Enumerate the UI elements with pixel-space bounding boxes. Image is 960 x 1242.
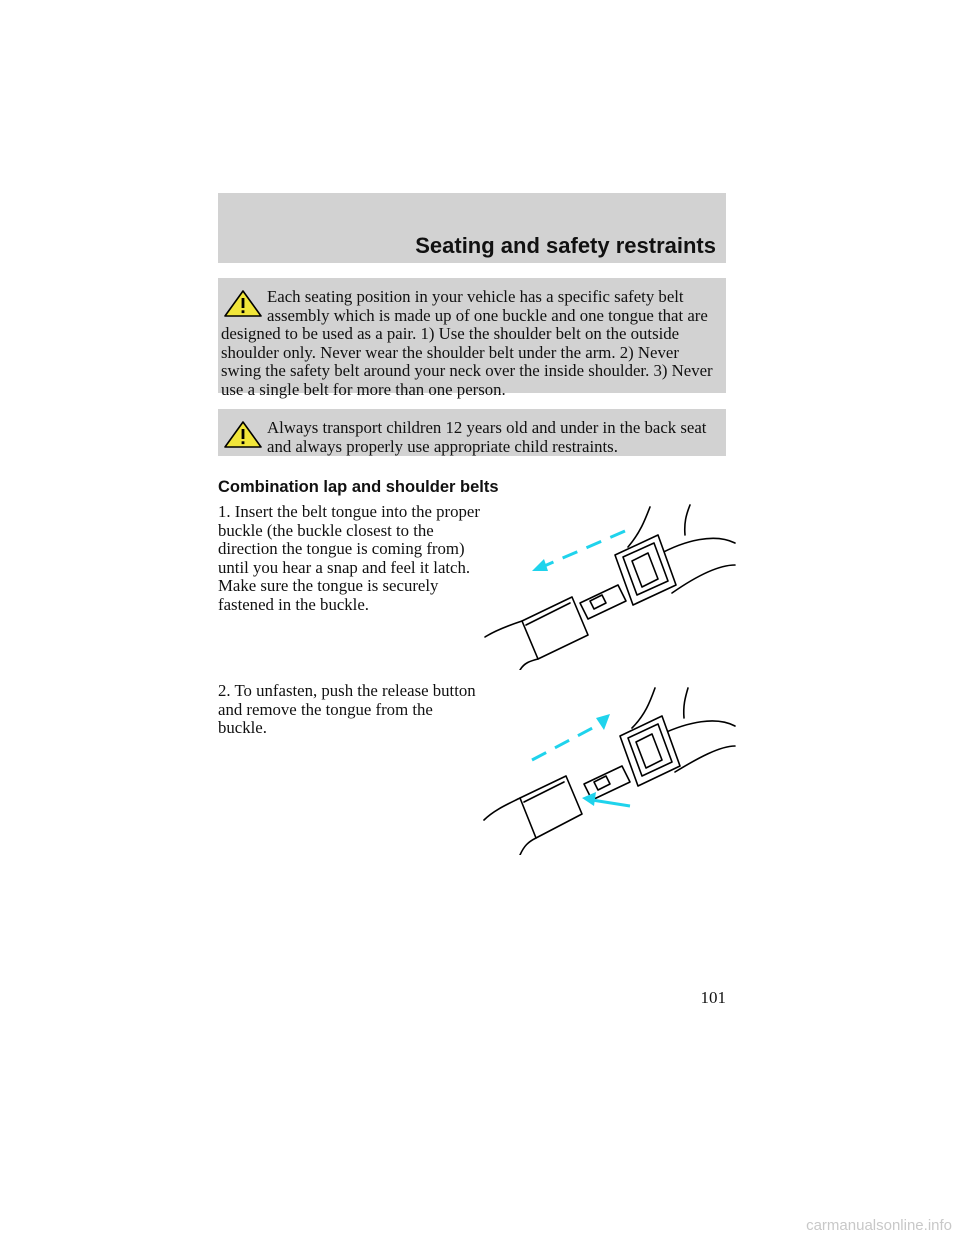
warning-box-seating <box>218 278 726 399</box>
section-title: Seating and safety restraints <box>415 233 716 258</box>
warning-triangle-icon <box>221 419 265 449</box>
warning-text: Each seating position in your vehicle has a specific safety belt assembly which is made up of one buckle and one tongue that are designed to be used as a pair. 1) Use the shoulder belt on the outside shoulder only. Never wear the shoulder belt under the arm. 2) Never swing the safety belt around your neck over the inside shoulder. 3) Never use a single belt for more than one person. <box>221 287 713 399</box>
watermark-text: carmanualsonline.info <box>806 1217 952 1234</box>
instruction-step-2: 2. To unfasten, push the release button and remove the tongue from the buckle. <box>218 681 476 738</box>
section-header-band <box>218 193 726 263</box>
instruction-step-1: 1. Insert the belt tongue into the proper buckle (the buckle closest to the direction the tongue is coming from) until you hear a snap and feel it latch. Make sure the tongue is securely fastened in the buckle. <box>218 502 480 614</box>
warning-triangle-icon <box>221 288 265 318</box>
warning-text: Always transport children 12 years old and under in the back seat and always properly use appropriate child restraints. <box>267 418 707 456</box>
warning-box-children <box>218 409 726 456</box>
belt-fasten-illustration <box>480 495 740 670</box>
page-number: 101 <box>700 988 726 1007</box>
section-heading: Combination lap and shoulder belts <box>218 478 499 496</box>
belt-release-illustration <box>480 680 740 855</box>
